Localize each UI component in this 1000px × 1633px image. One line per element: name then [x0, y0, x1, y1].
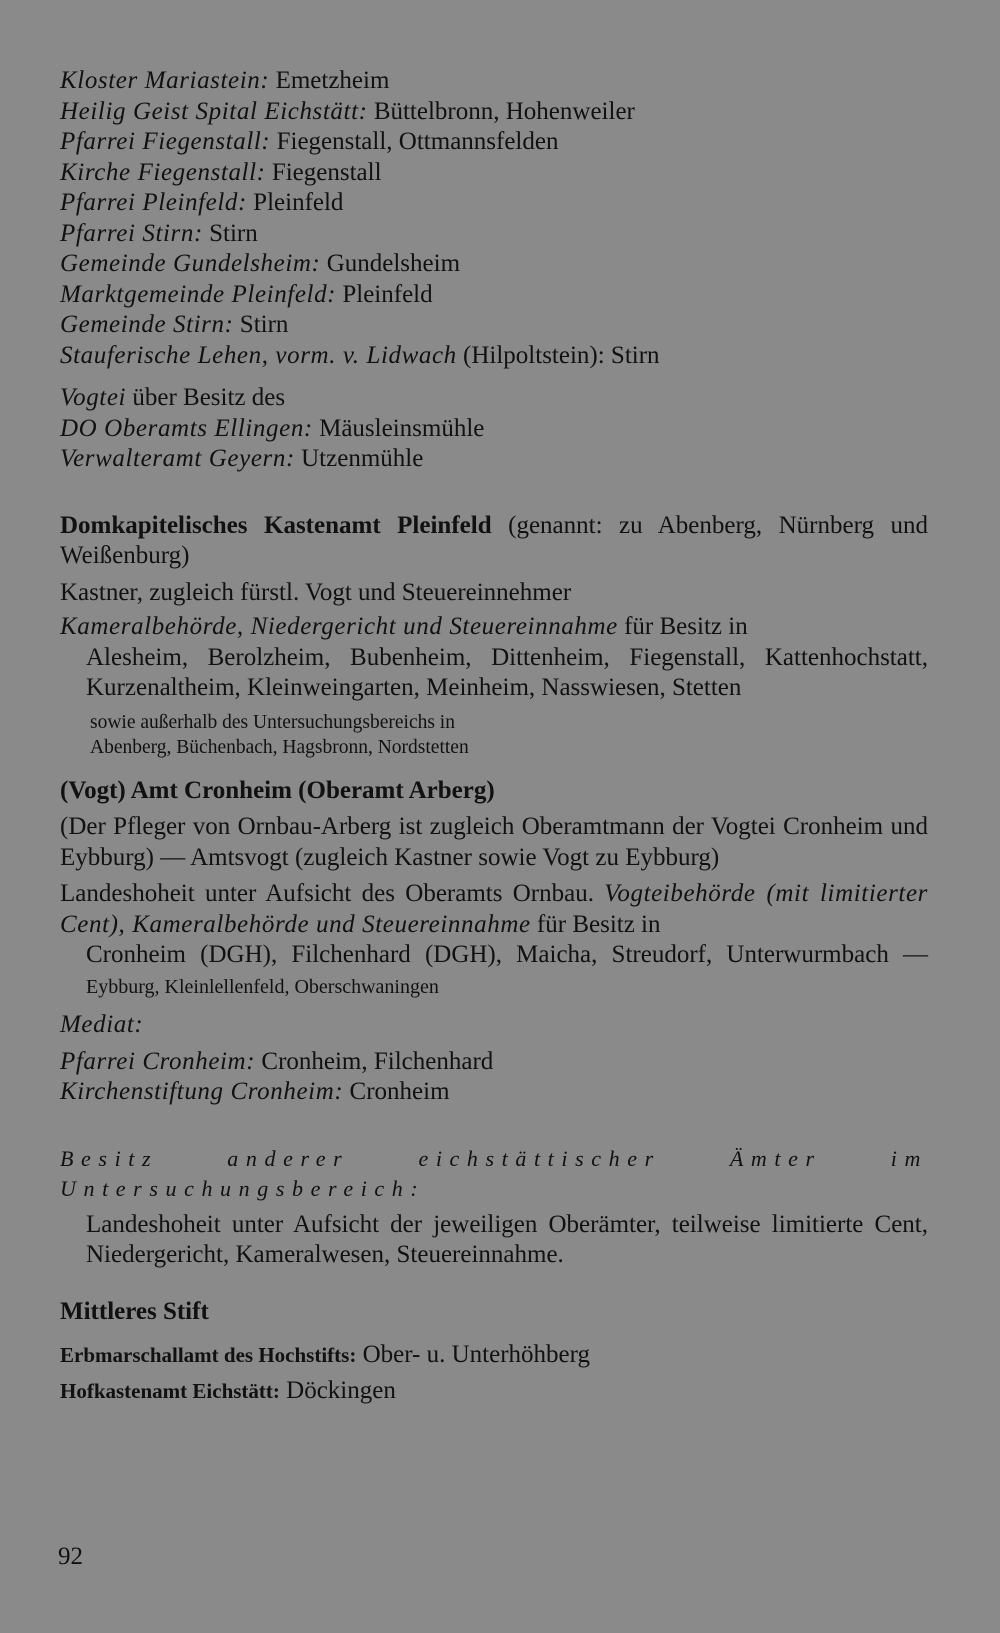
besitz-heading: Besitz anderer eichstättischer Ämter im Untersuchungsbereich: [60, 1145, 928, 1201]
domkapitel-heading: Domkapitelisches Kastenamt Pleinfeld [60, 511, 492, 539]
mediat-line-text: Cronheim, Filchenhard [255, 1047, 494, 1075]
cronheim-para2 [60, 879, 928, 940]
domkapitel-small2: Abenberg, Büchenbach, Hagsbronn, Nordstetten [90, 736, 469, 758]
owner-label: Pfarrei Pleinfeld: [60, 189, 247, 216]
mediat-line-text: Cronheim [343, 1078, 450, 1105]
cronheim-para2-b: für Besitz in [530, 910, 661, 938]
owner-places: Fiegenstall [265, 158, 382, 186]
mittleres-line-label: Hofkastenamt Eichstätt: [60, 1379, 280, 1403]
domkapitel-places: Alesheim, Berolzheim, Bubenheim, Dittenheim, Fiegenstall, Kattenhochstatt, Kurzenaltheim, Kleinweingarten, Meinheim, Nasswiesen, Stetten [86, 643, 928, 701]
owner-line [60, 310, 928, 341]
owner-line [60, 97, 928, 128]
vogtei-line-text: Mäusleinsmühle [312, 414, 485, 442]
kameral-rest: für Besitz in [617, 613, 748, 640]
owner-places: Emetzheim [269, 67, 390, 94]
cronheim-heading: (Vogt) Amt Cronheim (Oberamt Arberg) [60, 776, 495, 804]
besitz-text: Landeshoheit unter Aufsicht der jeweiligen Oberämter, teilweise limitierte Cent, Niedergericht, Kameralwesen, Steuereinnahme. [86, 1210, 928, 1268]
cronheim-places [60, 940, 928, 1002]
cronheim-para1: (Der Pfleger von Ornbau-Arberg ist zugleich Oberamtmann der Vogtei Cronheim und Eybburg) — Amtsvogt (zugleich Kastner sowie Vogt zu Eybburg) [60, 813, 928, 871]
mediat-label: Mediat: [60, 1011, 144, 1038]
mittleres-line [60, 1337, 928, 1373]
vogtei-line-text: Utzenmühle [294, 445, 424, 472]
owner-places: Fiegenstall, Ottmannsfelden [270, 128, 559, 155]
cronheim-para2-italic: Vogteibehörde (mit limitierter Cent), Kameralbehörde und Steuereinnahme [60, 880, 928, 938]
vogtei-section [60, 383, 928, 475]
owner-line [60, 249, 928, 280]
mediat-line-label: Kirchenstiftung Cronheim: [60, 1078, 344, 1105]
vogtei-label: Vogtei [60, 384, 127, 411]
besitz-section [60, 1144, 928, 1271]
owner-places: Stirn [202, 219, 258, 247]
domkapitel-kameral [60, 612, 928, 643]
vogtei-line-label: DO Oberamts Ellingen: [60, 414, 313, 442]
owner-line [60, 219, 928, 250]
owner-line [60, 341, 928, 372]
vogtei-line-label: Verwalteramt Geyern: [60, 445, 295, 472]
owner-places: Büttelbronn, Hohenweiler [367, 97, 635, 125]
owner-places: Pleinfeld [246, 189, 344, 216]
owner-label: Gemeinde Gundelsheim: [60, 250, 321, 277]
owner-label: Kirche Fiegenstall: [60, 158, 266, 186]
domkapitel-section [60, 511, 928, 760]
mediat-line-label: Pfarrei Cronheim: [60, 1047, 256, 1075]
cronheim-para2-a: Landeshoheit unter Aufsicht des Oberamts Ornbau. [60, 880, 605, 907]
owner-line [60, 188, 928, 219]
mittleres-line-text: Döckingen [279, 1377, 396, 1404]
owner-label: Kloster Mariastein: [60, 67, 270, 94]
vogtei-line [60, 444, 928, 475]
mittleres-section [60, 1297, 928, 1410]
kameral-label: Kameralbehörde, Niedergericht und Steuereinnahme [60, 613, 618, 640]
owner-label: Pfarrei Stirn: [60, 219, 203, 247]
owner-label: Stauferische Lehen, vorm. v. Lidwach [60, 341, 457, 369]
owner-list [60, 66, 928, 371]
domkapitel-line2: Kastner, zugleich fürstl. Vogt und Steuereinnehmer [60, 578, 572, 606]
owner-label: Heilig Geist Spital Eichstätt: [60, 97, 368, 125]
mittleres-line-label: Erbmarschallamt des Hochstifts: [60, 1343, 357, 1367]
page-number: 92 [58, 1543, 83, 1570]
domkapitel-heading-rest: (genannt: zu Abenberg, Nürnberg und Weißenburg) [60, 511, 928, 569]
owner-line [60, 158, 928, 189]
owner-places: Stirn [233, 311, 289, 338]
mediat-line [60, 1047, 928, 1078]
mediat-line [60, 1077, 928, 1108]
owner-label: Marktgemeinde Pleinfeld: [60, 280, 337, 308]
owner-line [60, 66, 928, 97]
vogtei-line [60, 414, 928, 445]
cronheim-places-small: Eybburg, Kleinlellenfeld, Oberschwaningen [86, 975, 439, 998]
mittleres-heading: Mittleres Stift [60, 1297, 209, 1325]
mittleres-line [60, 1373, 928, 1409]
owner-label: Gemeinde Stirn: [60, 311, 234, 338]
owner-line [60, 127, 928, 158]
owner-places: Pleinfeld [336, 280, 433, 308]
mittleres-line-text: Ober- u. Unterhöhberg [356, 1341, 591, 1368]
domkapitel-heading-para [60, 511, 928, 572]
owner-places: Gundelsheim [320, 250, 461, 277]
owner-label: Pfarrei Fiegenstall: [60, 128, 271, 155]
vogtei-text: über Besitz des [126, 384, 286, 411]
cronheim-places-main: Cronheim (DGH), Filchenhard (DGH), Maicha, Streudorf, Unterwurmbach — [86, 941, 928, 968]
owner-places: (Hilpoltstein): Stirn [456, 341, 660, 369]
owner-line [60, 280, 928, 311]
domkapitel-small1: sowie außerhalb des Untersuchungsbereichs in [90, 711, 455, 733]
cronheim-section [60, 776, 928, 1108]
vogtei-intro [60, 383, 928, 414]
